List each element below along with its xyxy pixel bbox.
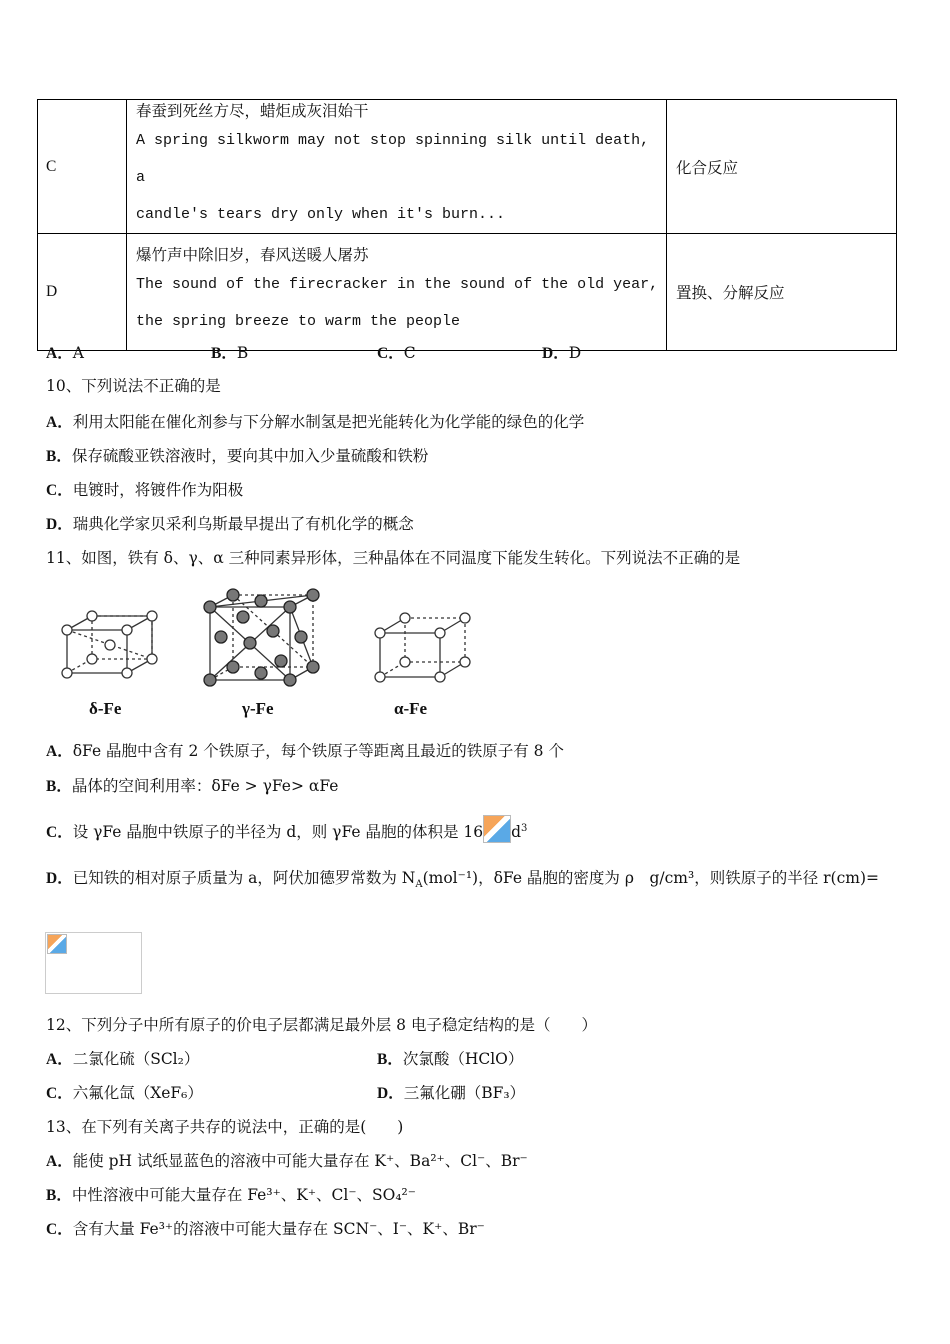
q13-option-b[interactable]: B．中性溶液中可能大量存在 Fe³⁺、K⁺、Cl⁻、SO₄²⁻ (46, 1186, 416, 1204)
poem-en-line2: the spring breeze to warm the people (136, 313, 461, 330)
q12-option-b[interactable]: B．次氯酸（HClO） (377, 1050, 524, 1068)
poem-en-line1: A spring silkworm may not stop spinning silk until death, a (136, 132, 650, 186)
poem-cn: 爆竹声中除旧岁，春风送暖人屠苏 (136, 246, 369, 264)
poem-cn: 春蚕到死丝方尽，蜡炬成灰泪始干 (136, 102, 369, 120)
delta-fe-label: δ-Fe (89, 699, 122, 718)
alpha-fe-cell (375, 613, 470, 682)
broken-image-icon (483, 815, 511, 843)
alpha-fe-label: α-Fe (394, 699, 428, 718)
gamma-fe-cell (204, 589, 319, 686)
reaction-type: 置换、分解反应 (667, 234, 897, 351)
q12-option-d[interactable]: D．三氟化硼（BF₃） (377, 1084, 526, 1102)
q10-option-d[interactable]: D．瑞典化学家贝采利乌斯最早提出了有机化学的概念 (46, 515, 414, 533)
answer-option-d[interactable]: D．D (542, 344, 582, 362)
q10-option-b[interactable]: B．保存硫酸亚铁溶液时，要向其中加入少量硫酸和铁粉 (46, 447, 429, 465)
broken-image-icon (47, 934, 67, 954)
q13-option-c[interactable]: C．含有大量 Fe³⁺的溶液中可能大量存在 SCN⁻、I⁻、K⁺、Br⁻ (46, 1220, 485, 1238)
question-13-stem: 13、在下列有关离子共存的说法中，正确的是( ) (46, 1118, 404, 1136)
table-row (38, 100, 897, 234)
poem-en-line2: candle's tears dry only when it's burn... (136, 206, 506, 223)
delta-fe-cell (62, 611, 157, 678)
q11-option-d[interactable]: D．已知铁的相对原子质量为 a，阿伏加德罗常数为 $N_A(mol^{-1})$，δFe 晶胞的密度为 ρ g/cm³，则铁原子的半径 r(cm)= (46, 869, 879, 891)
q12-option-c[interactable]: C．六氟化氙（XeF₆） (46, 1084, 203, 1102)
question-10-stem: 10、下列说法不正确的是 (46, 377, 221, 395)
q10-option-c[interactable]: C．电镀时，将镀件作为阳极 (46, 481, 244, 499)
answer-option-c[interactable]: C．C (377, 344, 416, 362)
row-label: C (38, 100, 127, 234)
row-label: D (38, 234, 127, 351)
gamma-fe-label: γ-Fe (242, 699, 274, 718)
q10-option-a[interactable]: A．利用太阳能在催化剂参与下分解水制氢是把光能转化为化学能的绿色的化学 (46, 413, 585, 431)
question-11-stem: 11、如图，铁有 δ、γ、α 三种同素异形体，三种晶体在不同温度下能发生转化。下列说法不正确的是 (46, 549, 741, 567)
formula-image-placeholder (45, 932, 142, 994)
q11-option-a[interactable]: A．δFe 晶胞中含有 2 个铁原子，每个铁原子等距离且最近的铁原子有 8 个 (46, 742, 564, 760)
q13-option-a[interactable]: A．能使 pH 试纸显蓝色的溶液中可能大量存在 K⁺、Ba²⁺、Cl⁻、Br⁻ (46, 1152, 528, 1170)
answer-option-a[interactable]: A．A (46, 344, 84, 362)
reaction-type: 化合反应 (667, 100, 897, 234)
table-row (38, 234, 897, 351)
poem-en-line1: The sound of the firecracker in the sound of the old year, (136, 276, 659, 293)
q11-option-c[interactable]: C．设 γFe 晶胞中铁原子的半径为 d，则 γFe 晶胞的体积是 16 $d^3$ (46, 815, 527, 843)
question-12-stem: 12、下列分子中所有原子的价电子层都满足最外层 8 电子稳定结构的是（ ） (46, 1016, 597, 1034)
q11-option-b[interactable]: B．晶体的空间利用率：δFe > γFe> αFe (46, 777, 339, 795)
answer-option-b[interactable]: B．B (211, 344, 249, 362)
options-table (37, 99, 897, 351)
q12-option-a[interactable]: A．二氯化硫（SCl₂） (46, 1050, 200, 1068)
